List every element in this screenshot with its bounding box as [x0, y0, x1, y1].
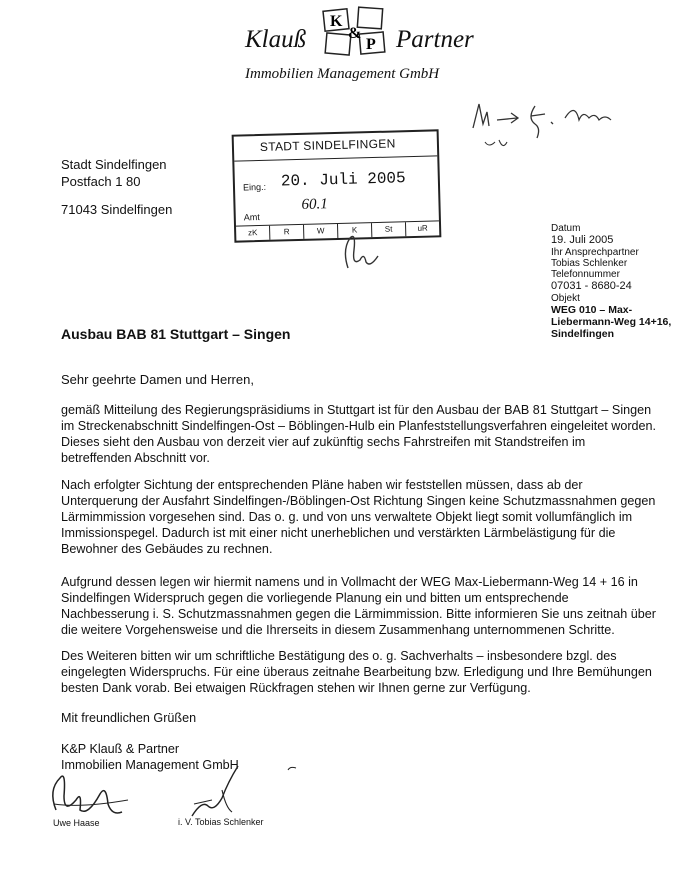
ansprech-label: Ihr Ansprechpartner: [551, 247, 639, 258]
handwritten-signatures: [42, 760, 302, 822]
stamp-date: 20. Juli 2005: [280, 169, 406, 191]
stamp-cell: R: [270, 225, 304, 240]
body-paragraph: gemäß Mitteilung des Regierungspräsidiums in Stuttgart ist für den Ausbau der BAB 81 Stuttgart – Singen im Streckenabschnitt Sindelfingen-Ost – Böblingen-Hulb ein Planfeststellungsverfahren eingeleitet worden. Dieses sieht den Ausbau von derzeit vier auf zukünftig sechs Fahrstreifen mit Standstreifen im betreffenden Abschnitt vor.: [61, 403, 657, 465]
stamp-cell: W: [304, 224, 338, 239]
signatory-1: Uwe Haase: [53, 818, 100, 828]
signatory-2: i. V. Tobias Schlenker: [178, 817, 264, 827]
objekt-line3: Sindelfingen: [551, 328, 614, 340]
stamp-amt-label: Amt: [243, 212, 260, 223]
stamp-cell: K: [338, 223, 372, 238]
company-name-left: Klauß: [245, 26, 307, 53]
tel-label: Telefonnummer: [551, 269, 620, 280]
letter-subject: Ausbau BAB 81 Stuttgart – Singen: [61, 326, 291, 342]
ansprech-value: Tobias Schlenker: [551, 258, 628, 269]
company-name-right: Partner: [396, 26, 474, 53]
objekt-line2: Liebermann-Weg 14+16,: [551, 316, 672, 328]
stamp-title: STADT SINDELFINGEN: [259, 136, 396, 154]
stamp-cell: uR: [417, 223, 428, 233]
letter-greeting: Sehr geehrte Damen und Herren,: [61, 372, 254, 387]
stamp-amt-value: 60.1: [301, 196, 328, 213]
recipient-line2: Postfach 1 80: [61, 174, 141, 189]
receipt-stamp: [232, 129, 442, 242]
body-paragraph: Des Weiteren bitten wir um schriftliche Bestätigung des o. g. Sachverhalts – insbesondere bzgl. des eingelegten Widerspruchs. Für eine überaus zeitnahe Bearbeitung bzw. Erledigung und Ihre Bemühungen besten Dank vorab. Bei etwaigen Rückfragen stehen wir Ihnen gerne zur Verfügung.: [61, 649, 652, 695]
recipient-line1: Stadt Sindelfingen: [61, 157, 167, 172]
handwritten-note: [465, 98, 665, 158]
company-logo: [322, 6, 392, 58]
datum-label: Datum: [551, 223, 581, 234]
letter-info-block: [551, 223, 671, 340]
signature-company-line1: K&P Klauß & Partner: [61, 742, 180, 756]
recipient-line3: 71043 Sindelfingen: [61, 202, 173, 217]
company-subtitle: Immobilien Management GmbH: [245, 66, 440, 82]
body-paragraph: Nach erfolgter Sichtung der entsprechenden Pläne haben wir feststellen müssen, dass ab der Unterquerung der Ausfahrt Sindelfingen-/Böblingen-Ost Richtung Singen keine Schutzmassnahmen gegen Lärmimmission vorgesehen sind. Das o. g. und von uns verwaltete Objekt liegt somit vollumfänglich im Immissionspegel. Dadurch ist mit einer nicht unerheblichen und verstärkten Lärmbelästigung für die Bewohner des Gebäudes zu rechnen.: [61, 478, 656, 556]
stamp-cell: zK: [236, 226, 270, 241]
objekt-label: Objekt: [551, 293, 580, 304]
stamp-cell: St: [372, 222, 406, 237]
handwritten-initials: [338, 230, 388, 275]
tel-value: 07031 - 8680-24: [551, 280, 632, 292]
svg-text:P: P: [366, 36, 376, 53]
stamp-eing-label: Eing.:: [242, 181, 267, 193]
recipient-address: [61, 156, 167, 190]
body-paragraph: Aufgrund dessen legen wir hiermit namens und in Vollmacht der WEG Max-Liebermann-Weg 14 + 16 in Sindelfingen Widerspruch gegen die vorliegende Planung ein und bitten um entsprechende Nachbesserung i. S. Schutzmassnahmen gegen die Lärmimmission. Bitte informieren Sie uns zeitnah über die weitere Vorgehensweise und die Ihrerseits in diesem Zusammenhang unternommenen Schritte.: [61, 575, 657, 637]
svg-text:K: K: [330, 13, 343, 30]
svg-text:&: &: [348, 25, 362, 42]
letter-closing: Mit freundlichen Grüßen: [61, 711, 197, 725]
objekt-line1: WEG 010 – Max-: [551, 304, 633, 316]
datum-value: 19. Juli 2005: [551, 234, 614, 246]
signature-company-line2: Immobilien Management GmbH: [61, 758, 239, 772]
